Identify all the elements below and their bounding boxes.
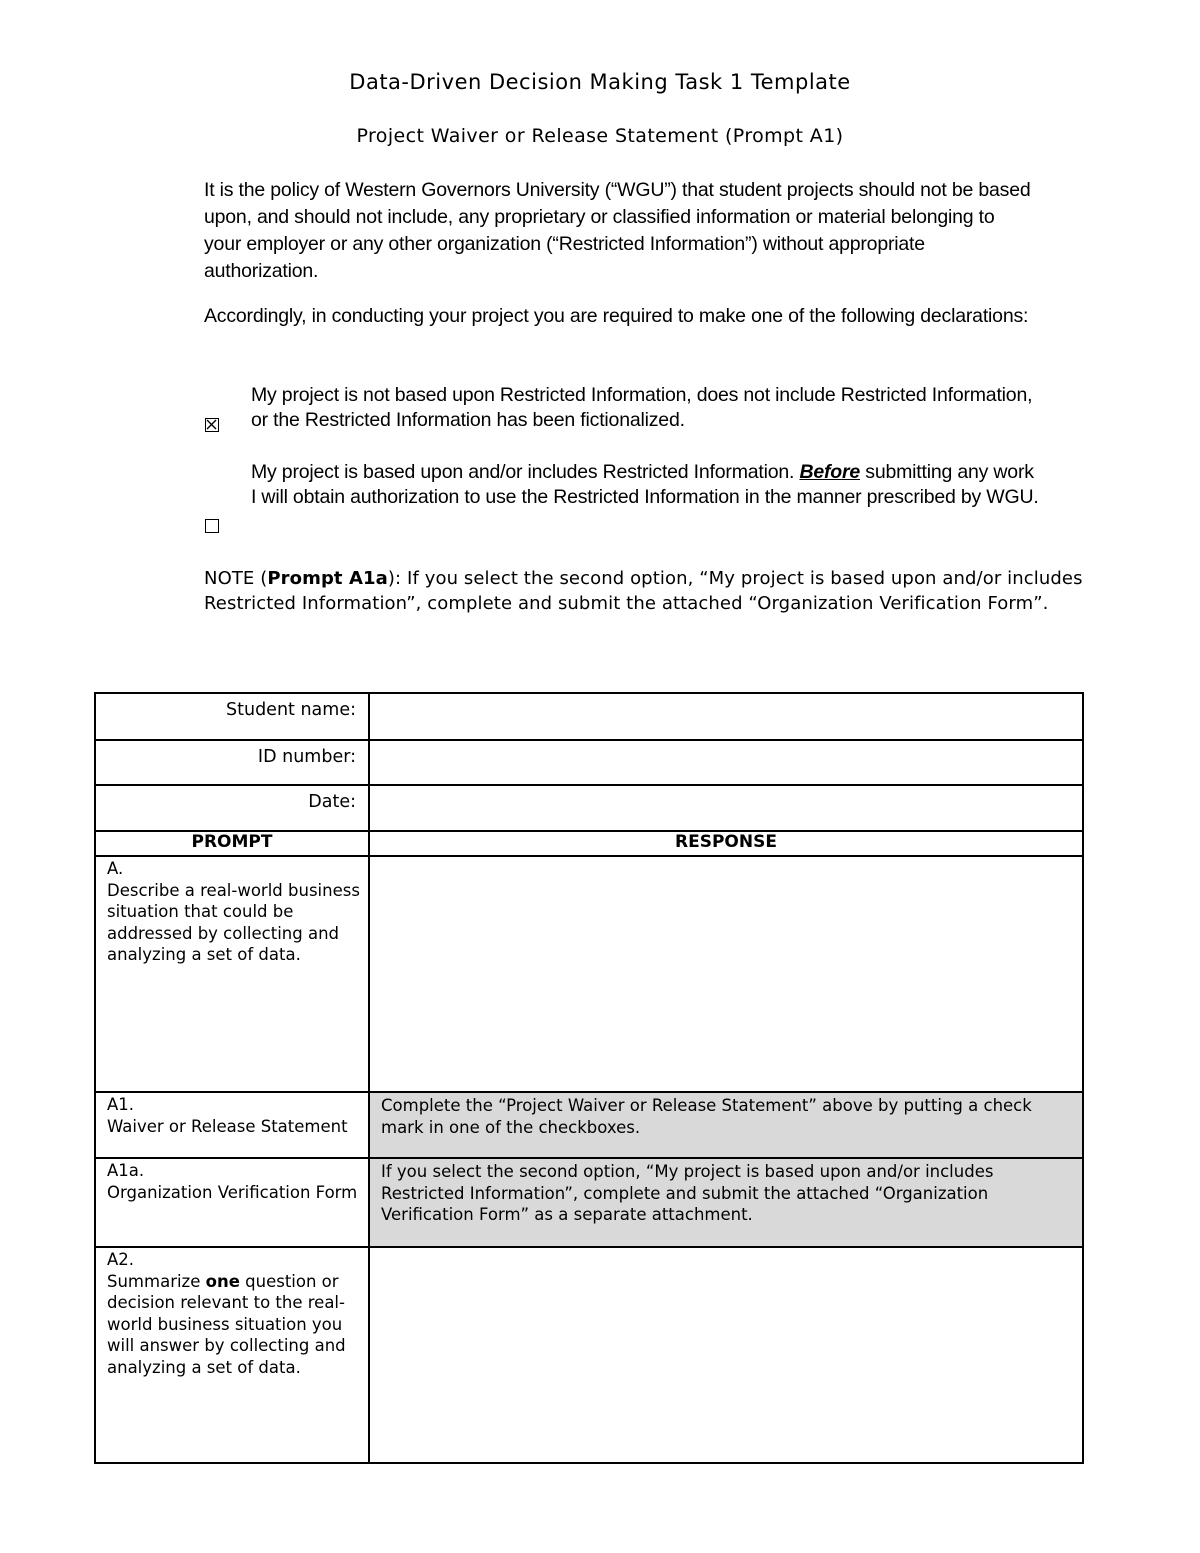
date-field[interactable] <box>369 785 1083 831</box>
option-text-before: My project is based upon and/or includes Restricted Information. <box>251 461 800 483</box>
task-form-table <box>94 692 1084 1464</box>
prompt-code: A2. <box>107 1250 135 1269</box>
declaration-checkbox-restricted[interactable] <box>205 519 219 533</box>
section-title: Project Waiver or Release Statement (Prompt A1) <box>356 125 844 147</box>
prompt-row-a1 <box>95 1092 1083 1158</box>
prompt-text <box>107 1271 362 1379</box>
info-label: Student name: <box>95 693 369 740</box>
prompt-cell <box>95 1158 369 1247</box>
prompt-row-a2 <box>95 1247 1083 1463</box>
document-title: Data-Driven Decision Making Task 1 Template <box>349 70 851 94</box>
info-row-date <box>95 785 1083 831</box>
prompt-text: Waiver or Release Statement <box>107 1116 348 1136</box>
response-header: RESPONSE <box>369 831 1083 856</box>
note-prefix: NOTE ( <box>204 568 268 589</box>
before-emphasis: Before <box>799 461 861 483</box>
info-label: Date: <box>95 785 369 831</box>
check-x-icon <box>206 419 217 430</box>
prompt-cell <box>95 1247 369 1463</box>
prompt-code: A1a. <box>107 1161 145 1180</box>
note-prompt-label: Prompt A1a <box>267 568 388 589</box>
policy-paragraph: It is the policy of Western Governors University (“WGU”) that student projects should not be based upon, and should not include, any proprietary or classified information or material belonging to your employer or any other organization (“Restricted Information”) without appropriate authorization. <box>204 179 1031 282</box>
note-paragraph <box>204 567 1104 616</box>
declaration-option-not-restricted: My project is not based upon Restricted Information, does not include Restricted Information, or the Restricted Information has been fictionalized. <box>251 384 1033 431</box>
note-text: ): If you select the second option, “My project is based upon and/or includes Restricted Information”, complete and submit the attached “Organization Verification Form”. <box>204 568 1083 614</box>
prompt-text-before: Summarize <box>107 1271 206 1291</box>
declaration-option-restricted <box>251 460 1041 510</box>
student-name-field[interactable] <box>369 693 1083 740</box>
prompt-text: Organization Verification Form <box>107 1182 358 1202</box>
info-row-student-name <box>95 693 1083 740</box>
prompt-header: PROMPT <box>95 831 369 856</box>
response-instruction-a1a: If you select the second option, “My project is based upon and/or includes Restricted Information”, complete and submit the attached “Organization Verification Form” as a separate attachment. <box>369 1158 1083 1247</box>
info-label: ID number: <box>95 740 369 785</box>
response-field-a2[interactable] <box>369 1247 1083 1463</box>
prompt-code: A. <box>107 859 124 878</box>
prompt-emphasis: one <box>205 1271 240 1291</box>
prompt-text-after: question or decision relevant to the real-world business situation you will answer by collecting and analyzing a set of data. <box>107 1271 346 1377</box>
prompt-cell <box>95 1092 369 1158</box>
option-text-after: submitting any work I will obtain authorization to use the Restricted Information in the manner prescribed by WGU. <box>251 461 1039 508</box>
id-number-field[interactable] <box>369 740 1083 785</box>
declaration-checkbox-not-restricted[interactable] <box>205 418 219 432</box>
prompt-cell <box>95 856 369 1092</box>
accordingly-paragraph: Accordingly, in conducting your project you are required to make one of the following declarations: <box>204 305 1029 327</box>
info-row-id-number <box>95 740 1083 785</box>
prompt-text: Describe a real-world business situation that could be addressed by collecting and analyzing a set of data. <box>107 880 360 964</box>
prompt-code: A1. <box>107 1095 135 1114</box>
response-instruction-a1: Complete the “Project Waiver or Release Statement” above by putting a check mark in one of the checkboxes. <box>369 1092 1083 1158</box>
header-row <box>95 831 1083 856</box>
prompt-row-a <box>95 856 1083 1092</box>
prompt-row-a1a <box>95 1158 1083 1247</box>
response-field-a[interactable] <box>369 856 1083 1092</box>
